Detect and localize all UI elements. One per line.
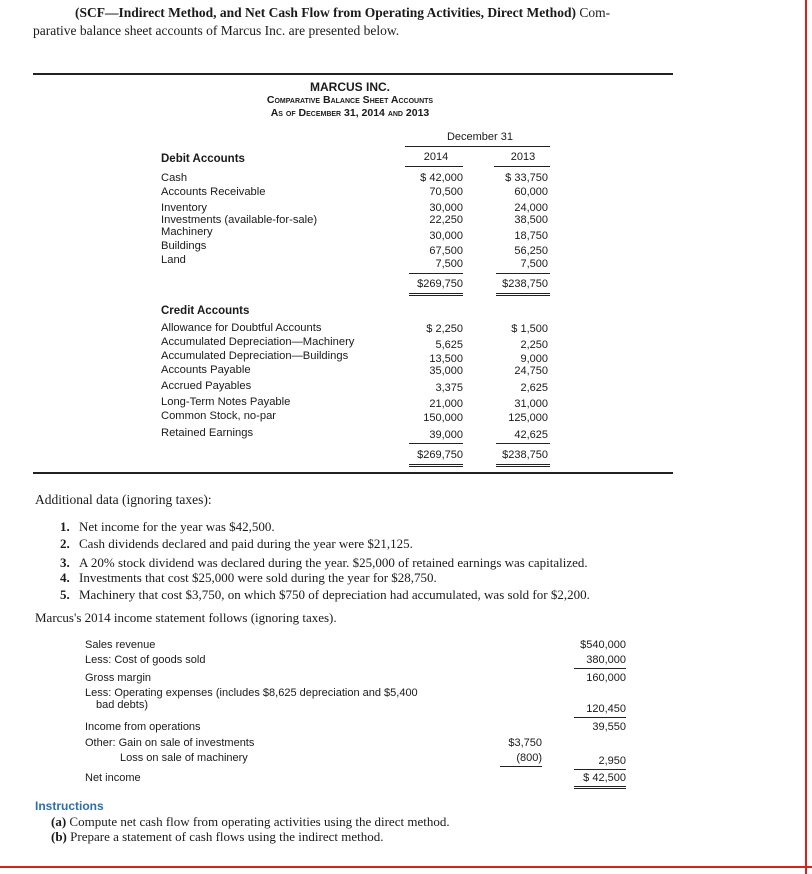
credit-double-rule-2014b <box>409 466 463 467</box>
debit-row-2014: 70,500 <box>429 186 463 198</box>
additional-data-title: Additional data (ignoring taxes): <box>35 492 212 507</box>
debit-row-2013: 24,000 <box>514 202 548 214</box>
operations-label: Income from operations <box>85 721 201 733</box>
credit-row-label: Retained Earnings <box>161 427 254 439</box>
column-group-rule <box>405 146 550 147</box>
additional-item <box>60 555 588 570</box>
credit-row-2013: 42,625 <box>514 429 548 441</box>
credit-row-label: Accumulated Depreciation—Machinery <box>161 336 355 348</box>
debit-row-label: Buildings <box>161 240 207 252</box>
credit-row-2013: 31,000 <box>514 398 548 410</box>
loss-label: Loss on sale of machinery <box>120 752 248 764</box>
column-2013: 2013 <box>510 151 536 163</box>
cogs-value: 380,000 <box>586 654 626 666</box>
credit-heading: Credit Accounts <box>161 305 250 317</box>
item-number: 1. <box>60 519 70 534</box>
other-net-value: 2,950 <box>598 755 626 767</box>
sales-value: $540,000 <box>580 639 626 651</box>
opex-value: 120,450 <box>586 703 626 715</box>
net-income-double-rule <box>574 786 626 787</box>
credit-double-rule-2013 <box>496 464 550 465</box>
item-text: Cash dividends declared and paid during the year were $21,125. <box>79 536 413 551</box>
credit-row-2013: $ 1,500 <box>511 323 548 335</box>
debit-total-rule-2013 <box>496 273 550 274</box>
credit-row-2014: 13,500 <box>429 353 463 365</box>
debit-row-2014: 30,000 <box>429 230 463 242</box>
credit-total-2014: $269,750 <box>417 449 463 461</box>
credit-row-2014: 35,000 <box>429 365 463 377</box>
bottom-rule <box>33 472 673 474</box>
instruction-b-label: (b) <box>51 829 67 844</box>
debit-total-rule-2014 <box>409 273 463 274</box>
item-text: Machinery that cost $3,750, on which $750 of depreciation had accumulated, was sold for $2,200. <box>79 587 590 602</box>
frame-bottom-border <box>0 866 812 868</box>
additional-item <box>60 587 590 602</box>
debit-row-label: Investments (available-for-sale) <box>161 214 318 226</box>
credit-double-rule-2014 <box>409 464 463 465</box>
credit-row-2014: $ 2,250 <box>426 323 463 335</box>
net-income-rule <box>574 769 626 770</box>
net-income-label: Net income <box>85 772 141 784</box>
credit-row-2013: 24,750 <box>514 365 548 377</box>
gross-margin-value: 160,000 <box>586 672 626 684</box>
loss-value: (800) <box>516 752 542 764</box>
operations-value: 39,550 <box>592 721 626 733</box>
debit-row-2014: $ 42,000 <box>420 172 463 184</box>
debit-row-label: Accounts Receivable <box>161 186 266 198</box>
column-2014-rule <box>405 166 463 167</box>
problem-lead-rest: Com- <box>575 5 611 20</box>
net-income-double-rule-b <box>574 788 626 789</box>
sales-label: Sales revenue <box>85 639 156 651</box>
credit-total-rule-2014 <box>409 443 463 444</box>
statement-subtitle: Comparative Balance Sheet Accounts <box>266 94 434 106</box>
income-statement-intro: Marcus's 2014 income statement follows (ignoring taxes). <box>35 610 337 625</box>
item-text: Net income for the year was $42,500. <box>79 519 275 534</box>
debit-row-2013: 56,250 <box>514 245 548 257</box>
instruction-a-text: Compute net cash flow from operating activities using the direct method. <box>69 814 450 829</box>
item-text: Investments that cost $25,000 were sold during the year for $28,750. <box>79 570 437 585</box>
credit-total-rule-2013 <box>496 443 550 444</box>
credit-row-label: Accrued Payables <box>161 380 252 392</box>
gain-value: $3,750 <box>508 737 542 749</box>
debit-double-rule-2013 <box>496 293 550 294</box>
credit-row-2013: 2,625 <box>520 382 548 394</box>
item-number: 3. <box>60 555 70 570</box>
column-group-header: December 31 <box>446 131 514 143</box>
debit-double-rule-2013b <box>496 295 550 296</box>
item-text: A 20% stock dividend was declared during the year. $25,000 of retained earnings was capitalized. <box>79 555 588 570</box>
top-rule <box>33 73 673 75</box>
net-income-value: $ 42,500 <box>583 772 626 784</box>
debit-row-2013: 60,000 <box>514 186 548 198</box>
credit-row-label: Long-Term Notes Payable <box>161 396 291 408</box>
credit-row-2013: 9,000 <box>520 353 548 365</box>
column-2014: 2014 <box>423 151 449 163</box>
credit-double-rule-2013b <box>496 466 550 467</box>
credit-row-2014: 21,000 <box>429 398 463 410</box>
gain-label: Other: Gain on sale of investments <box>85 737 255 749</box>
item-number: 2. <box>60 536 70 551</box>
credit-row-label: Allowance for Doubtful Accounts <box>161 322 322 334</box>
debit-row-2014: 67,500 <box>429 245 463 257</box>
debit-row-label: Machinery <box>161 226 213 238</box>
column-2013-rule <box>494 166 550 167</box>
debit-row-2013: 38,500 <box>514 214 548 226</box>
operations-rule <box>574 717 626 718</box>
credit-row-label: Accounts Payable <box>161 364 251 376</box>
debit-row-label: Inventory <box>161 202 208 214</box>
instruction-b <box>51 830 384 844</box>
opex-label: Less: Operating expenses (includes $8,625 depreciation and $5,400 <box>85 687 418 699</box>
credit-row-2014: 150,000 <box>423 412 463 424</box>
cogs-label: Less: Cost of goods sold <box>85 654 206 666</box>
item-number: 4. <box>60 570 70 585</box>
credit-total-2013: $238,750 <box>502 449 548 461</box>
item-number: 5. <box>60 587 70 602</box>
statement-date: As of December 31, 2014 and 2013 <box>270 107 430 119</box>
instructions-title: Instructions <box>35 799 104 813</box>
additional-item <box>60 570 437 585</box>
company-name: MARCUS INC. <box>310 80 390 94</box>
additional-item <box>60 536 413 551</box>
instruction-b-text: Prepare a statement of cash flows using the indirect method. <box>70 829 384 844</box>
debit-row-label: Cash <box>161 172 188 184</box>
credit-row-2014: 3,375 <box>435 382 463 394</box>
credit-row-label: Accumulated Depreciation—Buildings <box>161 350 349 362</box>
debit-row-2013: 18,750 <box>514 230 548 242</box>
problem-intro-line2: parative balance sheet accounts of Marcus Inc. are presented below. <box>33 23 400 38</box>
instruction-a-label: (a) <box>51 814 67 829</box>
debit-row-2014: 22,250 <box>429 214 463 226</box>
other-rule <box>500 766 542 767</box>
credit-row-2014: 39,000 <box>429 429 463 441</box>
debit-total-2014: $269,750 <box>417 278 463 290</box>
gross-margin-rule <box>574 668 626 669</box>
debit-double-rule-2014 <box>409 293 463 294</box>
problem-lead: (SCF—Indirect Method, and Net Cash Flow from Operating Activities, Direct Method) <box>75 5 576 20</box>
debit-row-2013: 7,500 <box>520 258 548 270</box>
instruction-a <box>51 815 450 829</box>
debit-row-2014: 30,000 <box>429 202 463 214</box>
debit-row-label: Land <box>161 254 186 266</box>
credit-row-2013: 2,250 <box>520 339 548 351</box>
credit-row-2013: 125,000 <box>508 412 548 424</box>
debit-row-2014: 7,500 <box>435 258 463 270</box>
debit-row-2013: $ 33,750 <box>505 172 548 184</box>
credit-row-2014: 5,625 <box>435 339 463 351</box>
debit-double-rule-2014b <box>409 295 463 296</box>
debit-total-2013: $238,750 <box>502 278 548 290</box>
additional-item <box>60 519 275 534</box>
opex-label-cont: bad debts) <box>96 699 148 711</box>
problem-intro <box>33 4 793 40</box>
debit-heading: Debit Accounts <box>161 153 245 165</box>
frame-right-border <box>805 0 807 874</box>
credit-row-label: Common Stock, no-par <box>161 410 277 422</box>
gross-margin-label: Gross margin <box>85 672 152 684</box>
